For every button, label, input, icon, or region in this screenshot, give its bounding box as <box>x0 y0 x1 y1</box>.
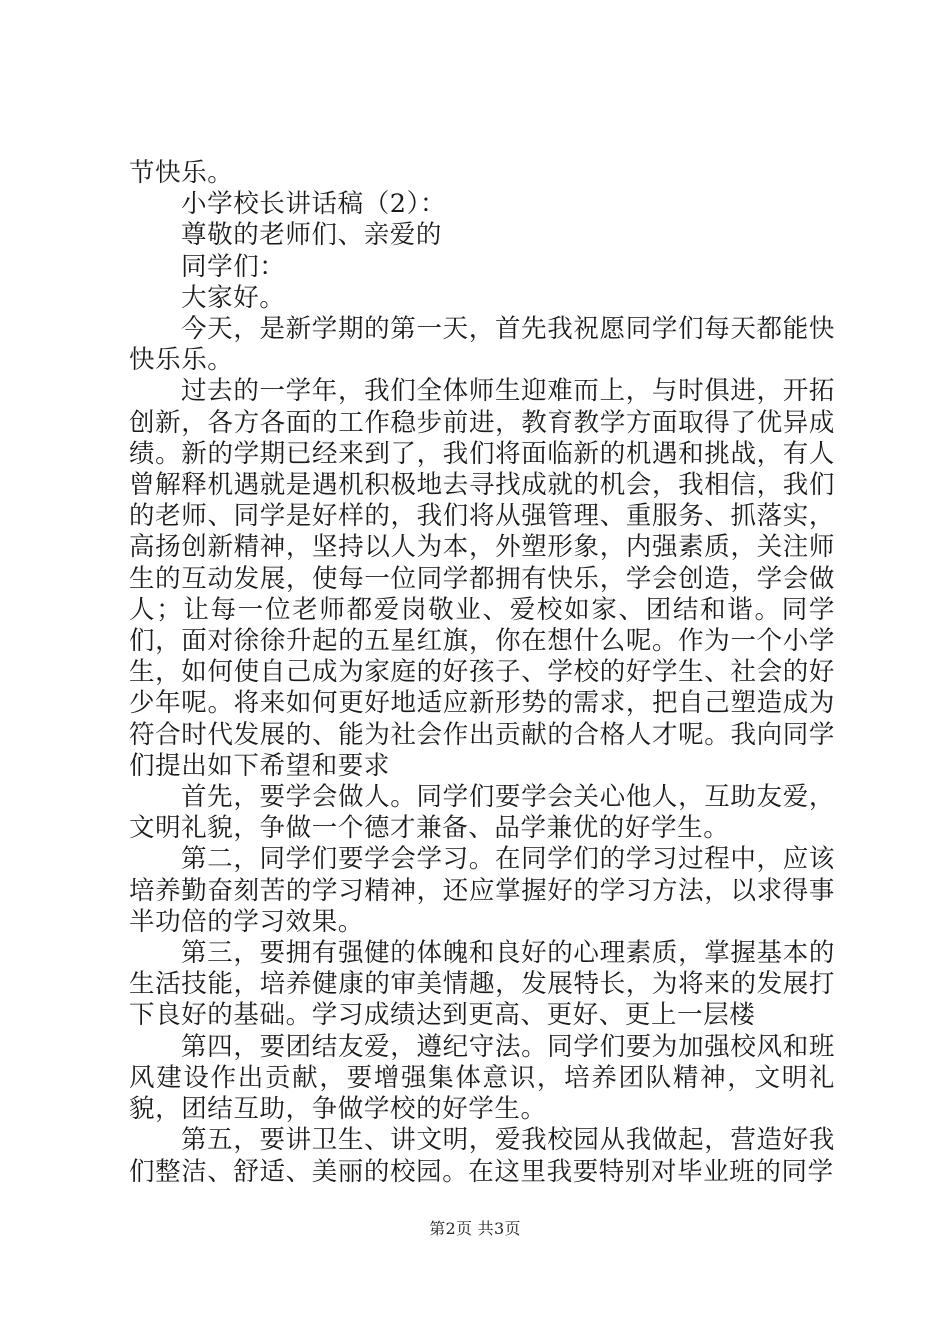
paragraph-fifth: 第五，要讲卫生、讲文明，爱我校园从我做起，营造好我们整洁、舒适、美丽的校园。在这里我要特别对毕业班的同学 <box>129 1125 835 1187</box>
paragraph-first: 首先，要学会做人。同学们要学会关心他人，互助友爱，文明礼貌，争做一个德才兼备、品学兼优的好学生。 <box>129 782 835 844</box>
paragraph-title: 小学校长讲话稿（2）： <box>181 189 447 220</box>
paragraph-salutation-1: 尊敬的老师们、亲爱的 <box>181 220 443 251</box>
document-body <box>129 158 835 1188</box>
paragraph-third: 第三，要拥有强健的体魄和良好的心理素质，掌握基本的生活技能，培养健康的审美情趣，发展特长，为将来的发展打下良好的基础。学习成绩达到更高、更好、更上一层楼 <box>129 938 835 1031</box>
paragraph-greeting: 大家好。 <box>181 282 286 313</box>
paragraph-fourth: 第四，要团结友爱，遵纪守法。同学们要为加强校风和班风建设作出贡献，要增强集体意识，培养团队精神，文明礼貌，团结互助，争做学校的好学生。 <box>129 1031 835 1125</box>
page-number-footer: 第2页 共3页 <box>429 1219 521 1238</box>
paragraph-review: 过去的一学年，我们全体师生迎难而上，与时俱进，开拓创新，各方各面的工作稳步前进，教育教学方面取得了优异成绩。新的学期已经来到了，我们将面临新的机遇和挑战，有人曾解释机遇就是遇机积极地去寻找成就的机会，我相信，我们的老师、同学是好样的，我们将从强管理、重服务、抓落实，高扬创新精神，坚持以人为本，外塑形象，内强素质，关注师生的互动发展，使每一位同学都拥有快乐，学会创造，学会做人；让每一位老师都爱岗敬业、爱校如家、团结和谐。同学们，面对徐徐升起的五星红旗，你在想什么呢。作为一个小学生，如何使自己成为家庭的好孩子、学校的好学生、社会的好少年呢。将来如何更好地适应新形势的需求，把自己塑造成为符合时代发展的、能为社会作出贡献的合格人才呢。我向同学们提出如下希望和要求 <box>129 376 835 781</box>
paragraph-opening: 今天，是新学期的第一天，首先我祝愿同学们每天都能快快乐乐。 <box>129 314 835 376</box>
paragraph-1: 节快乐。 <box>129 158 234 188</box>
paragraph-salutation-2: 同学们： <box>181 251 286 282</box>
paragraph-second: 第二，同学们要学会学习。在同学们的学习过程中，应该培养勤奋刻苦的学习精神，还应掌握好的学习方法，以求得事半功倍的学习效果。 <box>129 844 835 937</box>
